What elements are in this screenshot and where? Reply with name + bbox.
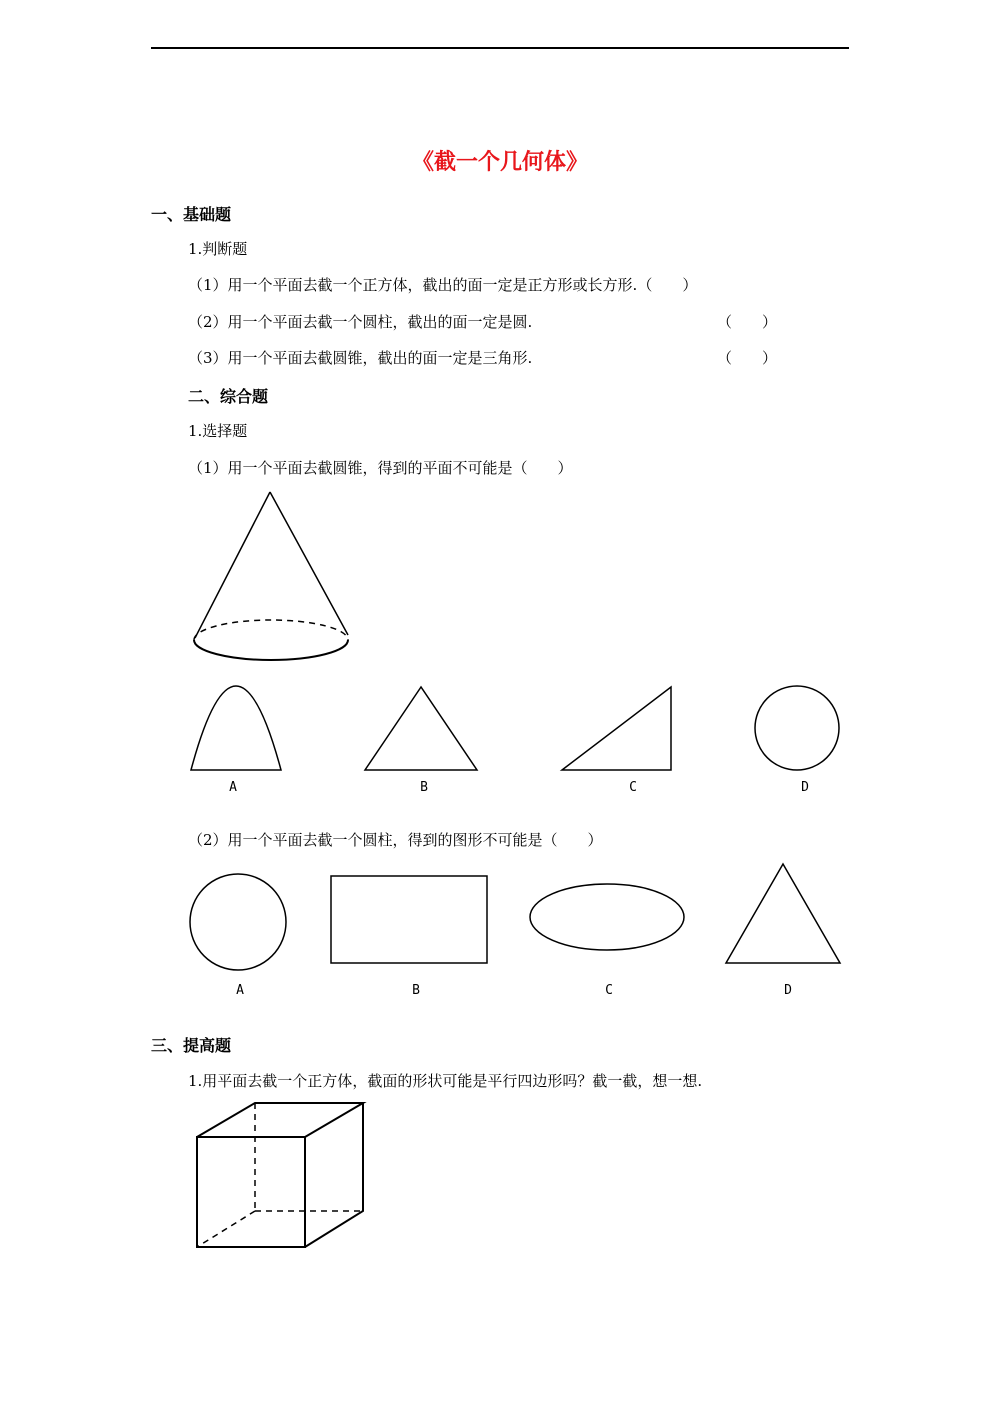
section1-item-2: （2）用一个平面去截一个圆柱，截出的面一定是圆.	[188, 313, 533, 331]
q1-option-a-label: A	[229, 780, 237, 795]
q1-option-b-label: B	[420, 780, 428, 795]
q1-option-b-triangle	[365, 687, 477, 770]
section2-question-1: （1）用一个平面去截圆锥，得到的平面不可能是（ ）	[188, 459, 573, 477]
q2-option-a-label: A	[236, 983, 244, 998]
q2-option-b-label: B	[412, 983, 420, 998]
cone-figure	[194, 492, 348, 660]
section2-heading: 二、综合题	[188, 387, 269, 406]
cube-figure	[197, 1103, 363, 1247]
q2-option-d-triangle	[726, 864, 840, 963]
section1-heading: 一、基础题	[151, 205, 232, 224]
q1-option-c-right-triangle	[562, 687, 671, 770]
q1-option-d-circle	[755, 686, 839, 770]
q2-option-b-rectangle	[331, 876, 487, 963]
section1-item-3: （3）用一个平面去截圆锥，截出的面一定是三角形.	[188, 349, 533, 367]
section3-heading: 三、提高题	[151, 1036, 232, 1055]
q1-option-c-label: C	[629, 780, 637, 795]
section1-q1-label: 1.判断题	[188, 240, 248, 258]
section2-q1-label: 1.选择题	[188, 422, 248, 440]
section1-item-2-blank: （ ）	[717, 313, 778, 331]
section2-question-2: （2）用一个平面去截一个圆柱，得到的图形不可能是（ ）	[188, 831, 603, 849]
q2-option-d-label: D	[784, 983, 792, 998]
section1-item-3-blank: （ ）	[717, 349, 778, 367]
q2-option-a-circle	[190, 874, 286, 970]
section3-question-1: 1.用平面去截一个正方体，截面的形状可能是平行四边形吗？截一截，想一想.	[188, 1072, 703, 1090]
q2-option-c-ellipse	[530, 884, 684, 950]
q1-option-a-parabola	[191, 686, 281, 770]
page-title: 《截一个几何体》	[411, 150, 588, 175]
q1-option-d-label: D	[801, 780, 809, 795]
q2-option-c-label: C	[605, 983, 613, 998]
section1-item-1: （1）用一个平面去截一个正方体，截出的面一定是正方形或长方形.（ ）	[188, 276, 698, 294]
